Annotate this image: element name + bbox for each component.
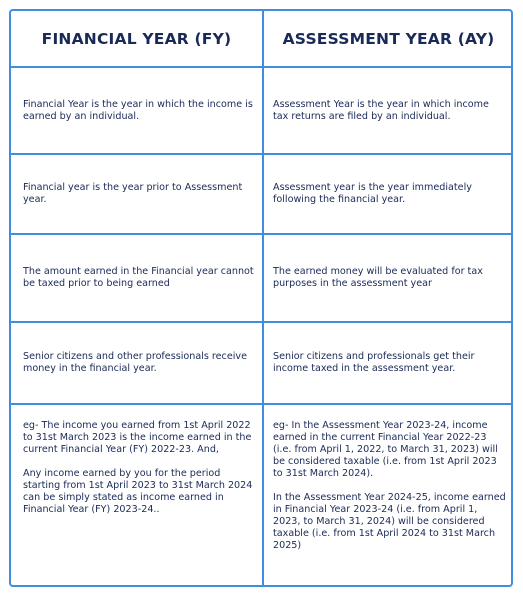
fy-example-cell [23,420,255,580]
ay-example-cell [273,420,507,580]
fy-definition-cell [23,68,255,153]
header-assessment-year: ASSESSMENT YEAR (AY) [282,29,495,48]
row-divider [11,403,511,405]
fy-example-paragraph-2: Any income earned by you for the period starting from 1st April 2023 to 31st March 2024 can be simply stated as income earned in Financial Year (FY) 2023-24.. [23,468,253,515]
fy-definition-text: Financial Year is the year in which the income is earned by an individual. [23,98,253,122]
column-divider [262,11,264,585]
fy-senior-citizens-cell [23,323,255,403]
ay-order-cell [273,155,507,233]
ay-senior-citizens-text: Senior citizens and professionals get their income taxed in the assessment year. [273,351,475,374]
ay-example-paragraph-1: eg- In the Assessment Year 2023-24, income earned in the current Financial Year 2022-23 (i.e. from April 1, 2022, to March 31, 2023) will be considered taxable (i.e. from 1st April 2023 to 31st March 2024). [273,420,498,479]
fy-example-paragraph-1: eg- The income you earned from 1st April 2022 to 31st March 2023 is the income earned in the current Financial Year (FY) 2022-23. And, [23,420,252,455]
ay-definition-text: Assessment Year is the year in which income tax returns are filed by an individual. [273,98,489,122]
comparison-table [9,9,513,587]
fy-order-cell [23,155,255,233]
ay-taxation-text: The earned money will be evaluated for tax purposes in the assessment year [273,266,483,289]
fy-taxation-text: The amount earned in the Financial year cannot be taxed prior to being earned [23,266,254,289]
ay-example-paragraph-2: In the Assessment Year 2024-25, income earned in Financial Year 2023-24 (i.e. from April 1, 2023, to March 31, 2024) will be considered taxable (i.e. from 1st April 2024 to 31st March 2025) [273,492,506,551]
ay-senior-citizens-cell [273,323,507,403]
header-financial-year: FINANCIAL YEAR (FY) [41,29,232,48]
fy-senior-citizens-text: Senior citizens and other professionals receive money in the financial year. [23,351,247,374]
fy-order-text: Financial year is the year prior to Assessment year. [23,182,243,205]
ay-taxation-cell [273,235,507,321]
fy-taxation-cell [23,235,255,321]
ay-order-text: Assessment year is the year immediately following the financial year. [273,182,472,205]
ay-definition-cell [273,68,507,153]
